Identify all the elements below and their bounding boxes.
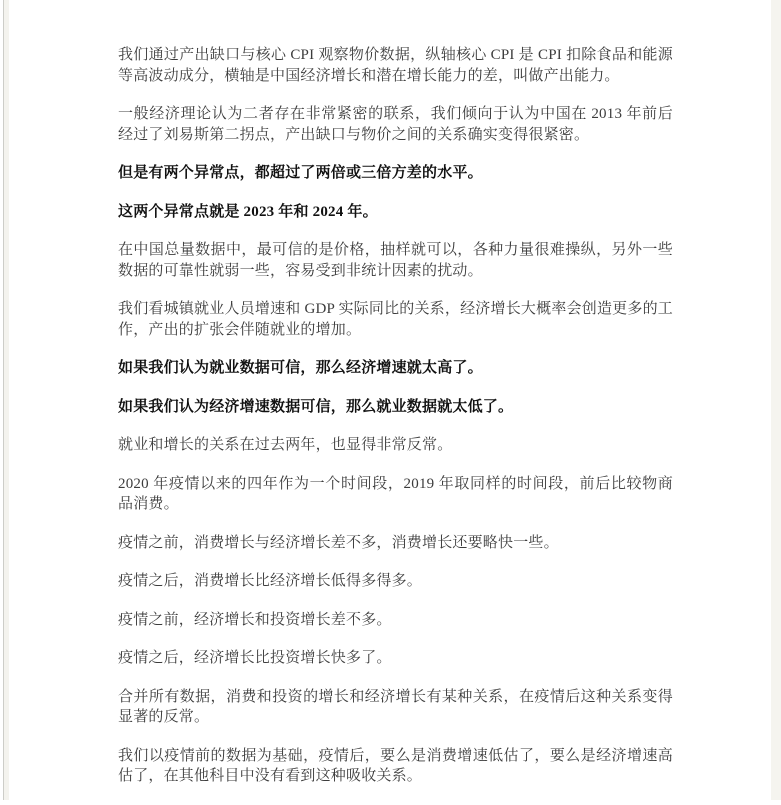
paragraph: 如果我们认为就业数据可信，那么经济增速就太高了。: [118, 360, 483, 376]
paragraph: 我们以疫情前的数据为基础，疫情后，要么是消费增速低估了，要么是经济增速高估了，在其他科目中没有看到这种吸收关系。: [118, 747, 673, 784]
document-page: [118, 45, 673, 805]
paragraph: 这两个异常点就是 2023 年和 2024 年。: [118, 203, 378, 220]
paragraph: 疫情之后，消费增长比经济增长低得多得多。: [118, 573, 423, 589]
page-edge-left-band: [4, 0, 9, 800]
paragraph: 合并所有数据，消费和投资的增长和经济增长有某种关系，在疫情后这种关系变得显著的反常。: [118, 688, 673, 725]
paragraph: 我们看城镇就业人员增速和 GDP 实际同比的关系，经济增长大概率会创造更多的工作，产出的扩张会伴随就业的增加。: [118, 301, 673, 338]
paragraph: 就业和增长的关系在过去两年，也显得非常反常。: [118, 437, 453, 453]
paragraph: 但是有两个异常点，都超过了两倍或三倍方差的水平。: [118, 165, 483, 181]
paragraph: 疫情之后，经济增长比投资增长快多了。: [118, 650, 392, 666]
page-edge-right-band: [771, 0, 781, 800]
paragraph: 一般经济理论认为二者存在非常紧密的联系，我们倾向于认为中国在 2013 年前后经过了刘易斯第二拐点，产出缺口与物价之间的关系确实变得很紧密。: [118, 106, 673, 143]
paragraph: 如果我们认为经济增速数据可信，那么就业数据就太低了。: [118, 398, 514, 415]
paragraph: 疫情之前，经济增长和投资增长差不多。: [118, 611, 392, 628]
paragraph: 疫情之前，消费增长与经济增长差不多，消费增长还要略快一些。: [118, 534, 559, 551]
paragraph: 在中国总量数据中，最可信的是价格，抽样就可以，各种力量很难操纵，另外一些数据的可靠性就弱一些，容易受到非统计因素的扰动。: [118, 242, 673, 279]
paragraph: 2020 年疫情以来的四年作为一个时间段，2019 年取同样的时间段，前后比较物商品消费。: [118, 475, 673, 512]
paragraph: 我们通过产出缺口与核心 CPI 观察物价数据，纵轴核心 CPI 是 CPI 扣除食品和能源等高波动成分，横轴是中国经济增长和潜在增长能力的差，叫做产出能力。: [118, 47, 673, 84]
